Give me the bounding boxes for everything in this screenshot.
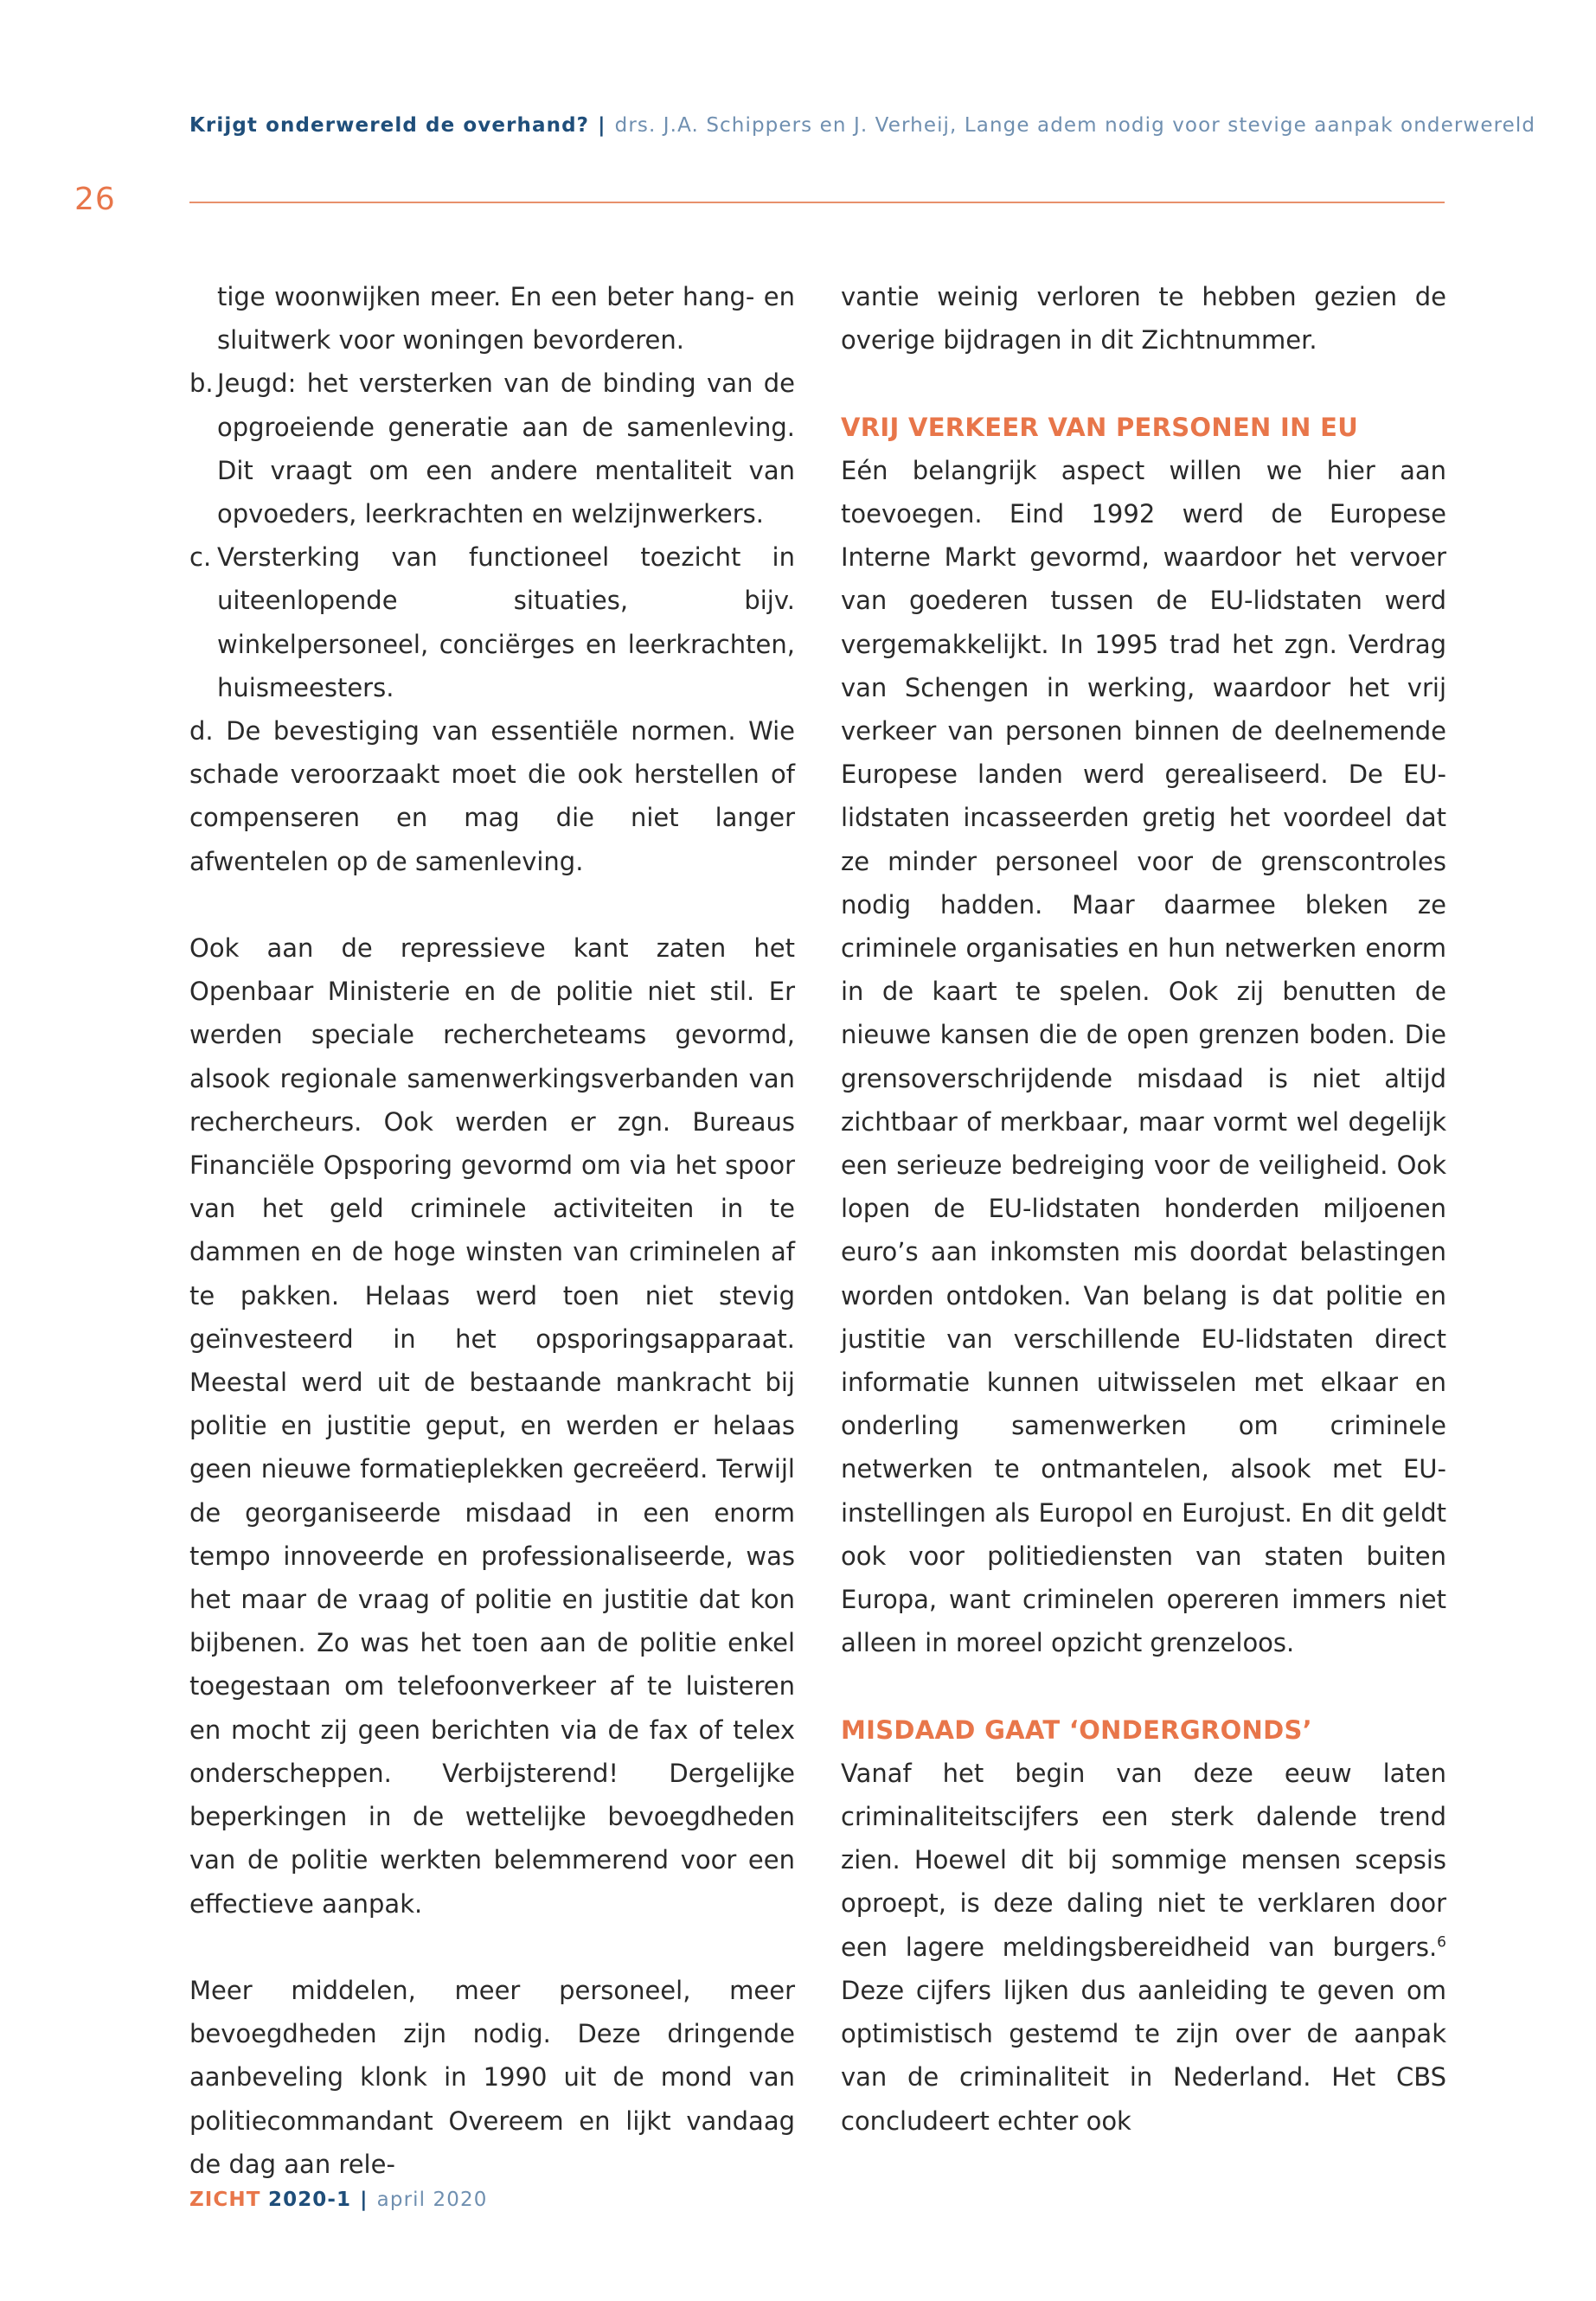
paragraph-repressive-side: Ook aan de repressieve kant zaten het Openbaar Ministerie en de politie niet stil. Er werden speciale rechercheteams gevormd, alsook regionale samenwerkingsverbanden van rechercheurs. Ook werden er zgn. Bureaus Financiële Opsporing gevormd om via het spoor van het geld criminele activiteiten in te dammen en de hoge winsten van criminelen af te pakken. Helaas werd toen niet stevig geïnvesteerd in het opsporingsapparaat. Meestal werd uit de bestaande mankracht bij politie en justitie geput, en werden er helaas geen nieuwe formatieplekken gecreëerd. Terwijl de georganiseerde misdaad in een enorm tempo innoveerde en professionaliseerde, was het maar de vraag of politie en justitie dat kon bijbenen. Zo was het toen aan de politie enkel toegestaan om telefoonverkeer af te luisteren en mocht zij geen berichten via de fax of telex onderscheppen. Verbijsterend! Dergelijke beperkingen in de wettelijke bevoegdheden van de politie werkten belemmerend voor een effectieve aanpak. (189, 933, 795, 1919)
list-continuation: tige woonwijken meer. En een beter hang- en sluitwerk voor woningen bevorderen. (217, 282, 795, 356)
list-item-d (189, 709, 795, 883)
footer-separator: | (360, 2189, 369, 2211)
paragraph-text: Vanaf het begin van deze eeuw laten criminaliteitscijfers een sterk dalende trend zien. Hoewel dit bij sommige mensen scepsis oproept, is deze daling niet te verklaren door een lagere meldingsbereidheid van burgers. (841, 1758, 1446, 1962)
paragraph-continuation: vantie weinig verloren te hebben gezien de overige bijdragen in dit Zichtnummer. (841, 282, 1446, 356)
list-item-c (189, 535, 795, 709)
left-column (189, 275, 795, 2186)
journal-brand: ZICHT (189, 2189, 261, 2211)
section-heading-underground: MISDAAD GAAT ‘ONDERGRONDS’ (841, 1715, 1312, 1745)
page-footer (189, 2189, 487, 2211)
list-marker: b. (189, 369, 214, 399)
journal-issue: 2020-1 (267, 2189, 352, 2211)
paragraph-underground (841, 1752, 1446, 2143)
list-item-text: Versterking van functioneel toezicht in uiteenlopende situaties, bijv. winkelpersoneel, conciërges en leerkrachten, huismeesters. (217, 542, 795, 702)
paragraph-text: Deze cijfers lijken dus aanleiding te geven om optimistisch gestemd te zijn over de aanpak van de criminaliteit in Nederland. Het CBS concludeert echter ook (841, 1975, 1446, 2136)
header-separator: | (598, 114, 606, 137)
list-item-text: De bevestiging van essentiële normen. Wie schade veroorzaakt moet die ook herstellen of compenseren en mag die niet langer afwentelen op de samenleving. (189, 716, 796, 876)
header-divider (189, 202, 1445, 203)
page-number: 26 (74, 182, 116, 217)
journal-article-title: Krijgt onderwereld de overhand? (189, 114, 590, 137)
list-item-text: Jeugd: het versterken van de binding van de opgroeiende generatie aan de samenleving. Dit vraagt om een andere mentaliteit van opvoeders, leerkrachten en welzijnwerkers. (217, 369, 795, 529)
section-heading-free-movement: VRIJ VERKEER VAN PERSONEN IN EU (841, 412, 1359, 442)
list-marker: d. (189, 716, 214, 747)
issue-date: april 2020 (376, 2189, 488, 2211)
list-marker: c. (189, 542, 212, 573)
paragraph-free-movement: Eén belangrijk aspect willen we hier aan toevoegen. Eind 1992 werd de Europese Interne Markt gevormd, waardoor het vervoer van goederen tussen de EU-lidstaten werd vergemakkelijkt. In 1995 trad het zgn. Verdrag van Schengen in werking, waardoor het vrij verkeer van personen binnen de deelnemende Europese landen werd gerealiseerd. De EU-lidstaten incasseerden gretig het voordeel dat ze minder personeel voor de grenscontroles nodig hadden. Maar daarmee bleken ze criminele organisaties en hun netwerken enorm in de kaart te spelen. Ook zij benutten de nieuwe kansen die de open grenzen boden. Die grensoverschrijdende misdaad is niet altijd zichtbaar of merkbaar, maar vormt wel degelijk een serieuze bedreiging voor de veiligheid. Ook lopen de EU-lidstaten honderden miljoenen euro’s aan inkomsten mis doordat belastingen worden ontdoken. Van belang is dat politie en justitie van verschillende EU-lidstaten direct informatie kunnen uitwisselen met elkaar en onderling samenwerken om criminele netwerken te ontmantelen, alsook met EU-instellingen als Europol en Eurojust. En dit geldt ook voor politiediensten van staten buiten Europa, want criminelen opereren immers niet alleen in moreel opzicht grenzeloos. (841, 455, 1446, 1658)
right-column (841, 275, 1446, 2143)
footnote-reference[interactable]: 6 (1437, 1933, 1446, 1952)
paragraph-more-resources: Meer middelen, meer personeel, meer bevoegdheden zijn nodig. Deze dringende aanbeveling klonk in 1990 uit de mond van politiecommandant Overeem en lijkt vandaag de dag aan rele- (189, 1975, 795, 2179)
list-item-b (189, 362, 795, 535)
article-byline: drs. J.A. Schippers en J. Verheij, Lange adem nodig voor stevige aanpak onderwereld (614, 114, 1536, 137)
running-header (189, 114, 1536, 137)
